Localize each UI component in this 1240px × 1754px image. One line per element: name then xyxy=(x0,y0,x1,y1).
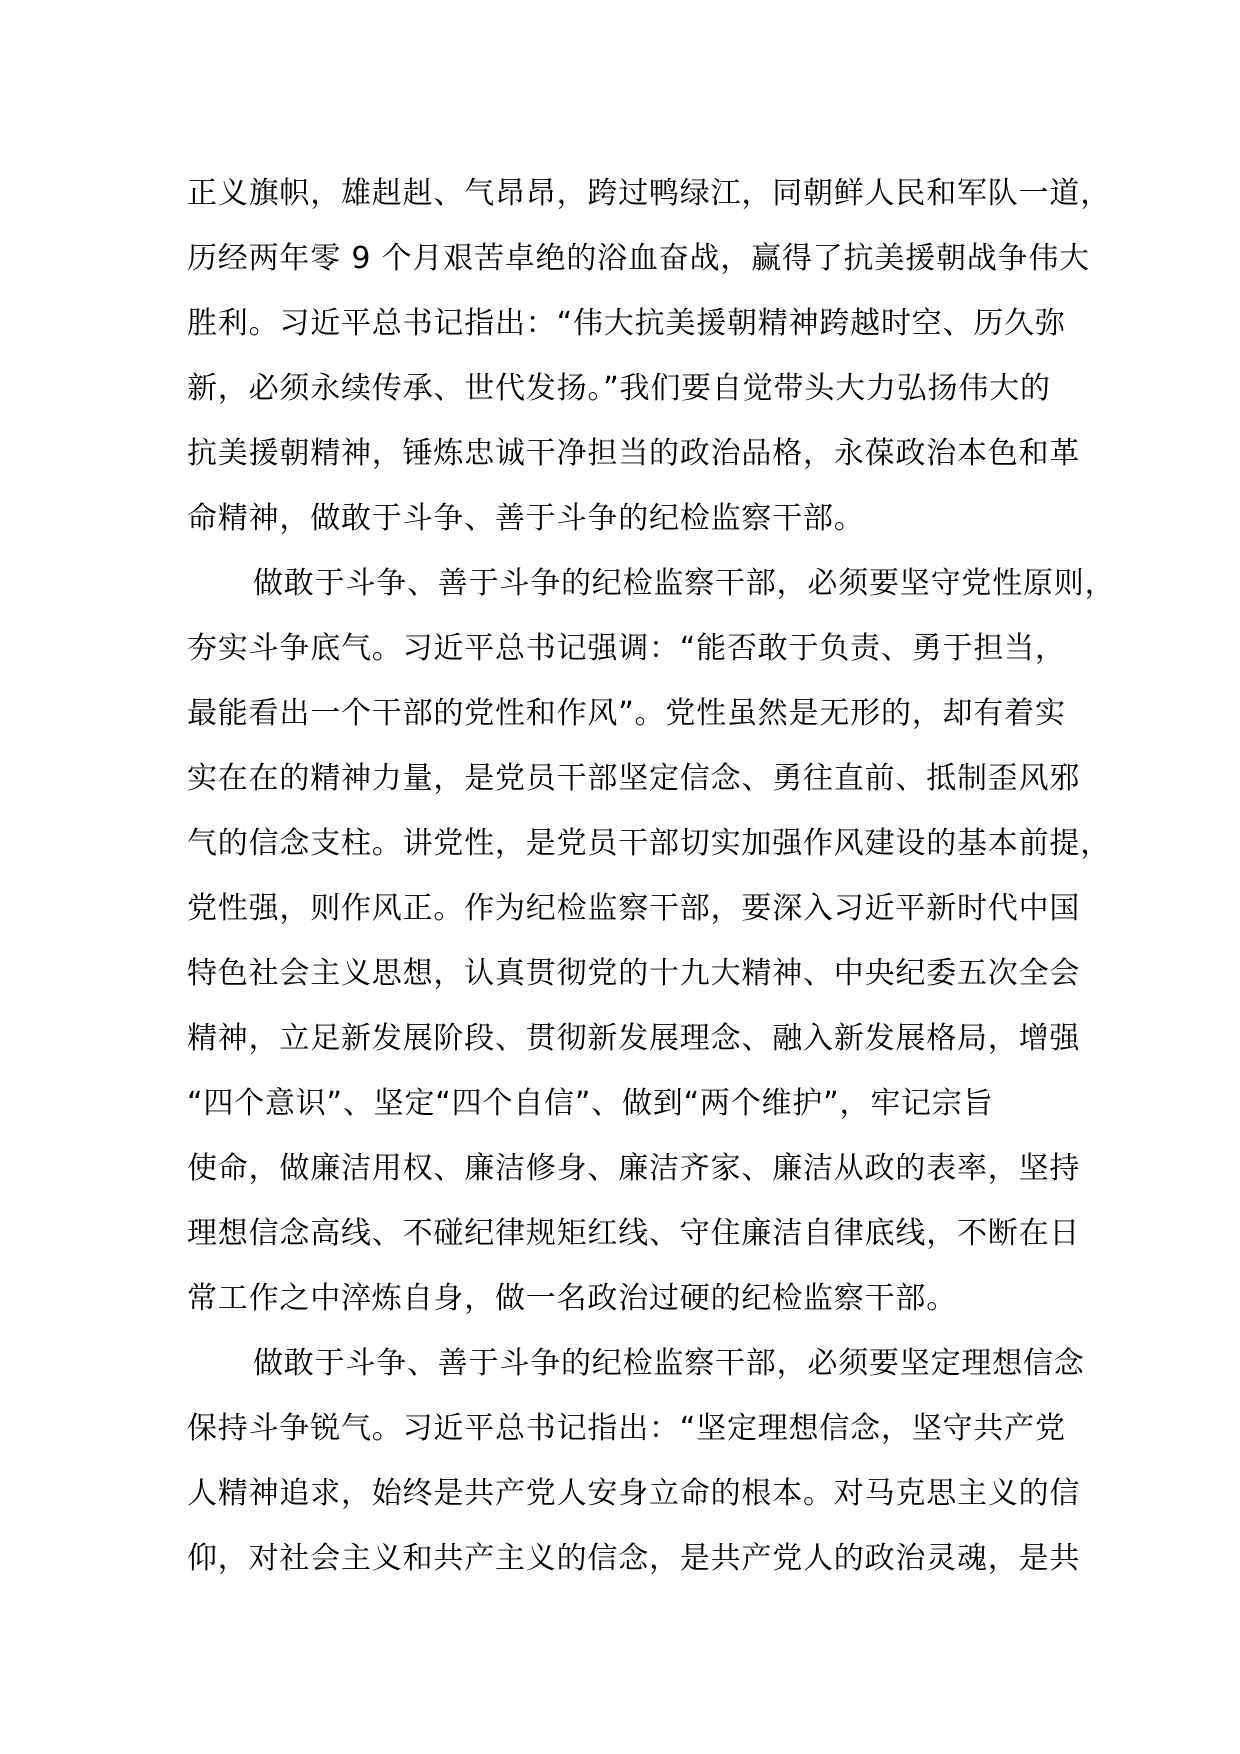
text-line: 实在在的精神力量，是党员干部坚定信念、勇往直前、抵制歪风邪 xyxy=(187,761,1081,796)
text-line: 历经两年零 9 个月艰苦卓绝的浴血奋战，赢得了抗美援朝战争伟大 xyxy=(187,241,1090,276)
text-line: 保持斗争锐气。习近平总书记指出：“坚定理想信念，坚守共产党 xyxy=(187,1411,1066,1446)
text-line: 夯实斗争底气。习近平总书记强调：“能否敢于负责、勇于担当， xyxy=(187,631,1066,666)
text-line: 命精神，做敢于斗争、善于斗争的纪检监察干部。 xyxy=(187,501,865,536)
text-line: 新，必须永续传承、世代发扬。”我们要自觉带头大力弘扬伟大的 xyxy=(187,371,1051,406)
text-line: 特色社会主义思想，认真贯彻党的十九大精神、中央纪委五次全会 xyxy=(187,956,1081,991)
text-line: 仰，对社会主义和共产主义的信念，是共产党人的政治灵魂，是共 xyxy=(187,1541,1081,1576)
text-line: 常工作之中淬炼自身，做一名政治过硬的纪检监察干部。 xyxy=(187,1281,957,1316)
text-line: 人精神追求，始终是共产党人安身立命的根本。对马克思主义的信 xyxy=(187,1476,1081,1511)
text-line: 使命，做廉洁用权、廉洁修身、廉洁齐家、廉洁从政的表率，坚持 xyxy=(187,1151,1081,1186)
text-line: 胜利。习近平总书记指出：“伟大抗美援朝精神跨越时空、历久弥 xyxy=(187,306,1066,341)
paragraph-first-line: 做敢于斗争、善于斗争的纪检监察干部，必须要坚守党性原则， xyxy=(253,566,1116,601)
text-line: 正义旗帜，雄赳赳、气昂昂，跨过鸭绿江，同朝鲜人民和军队一道， xyxy=(187,176,1111,211)
text-line: 党性强，则作风正。作为纪检监察干部，要深入习近平新时代中国 xyxy=(187,891,1081,926)
paragraph-first-line: 做敢于斗争、善于斗争的纪检监察干部，必须要坚定理想信念 xyxy=(253,1346,1085,1381)
body-text xyxy=(187,172,1116,1602)
text-line: 理想信念高线、不碰纪律规矩红线、守住廉洁自律底线，不断在日 xyxy=(187,1216,1081,1251)
text-line: “四个意识”、坚定“四个自信”、做到“两个维护”，牢记宗旨 xyxy=(187,1086,994,1121)
text-line: 最能看出一个干部的党性和作风”。党性虽然是无形的，却有着实 xyxy=(187,696,1066,731)
text-line: 气的信念支柱。讲党性，是党员干部切实加强作风建设的基本前提， xyxy=(187,826,1111,861)
text-line: 精神，立足新发展阶段、贯彻新发展理念、融入新发展格局，增强 xyxy=(187,1021,1081,1056)
text-line: 抗美援朝精神，锤炼忠诚干净担当的政治品格，永葆政治本色和革 xyxy=(187,436,1081,471)
